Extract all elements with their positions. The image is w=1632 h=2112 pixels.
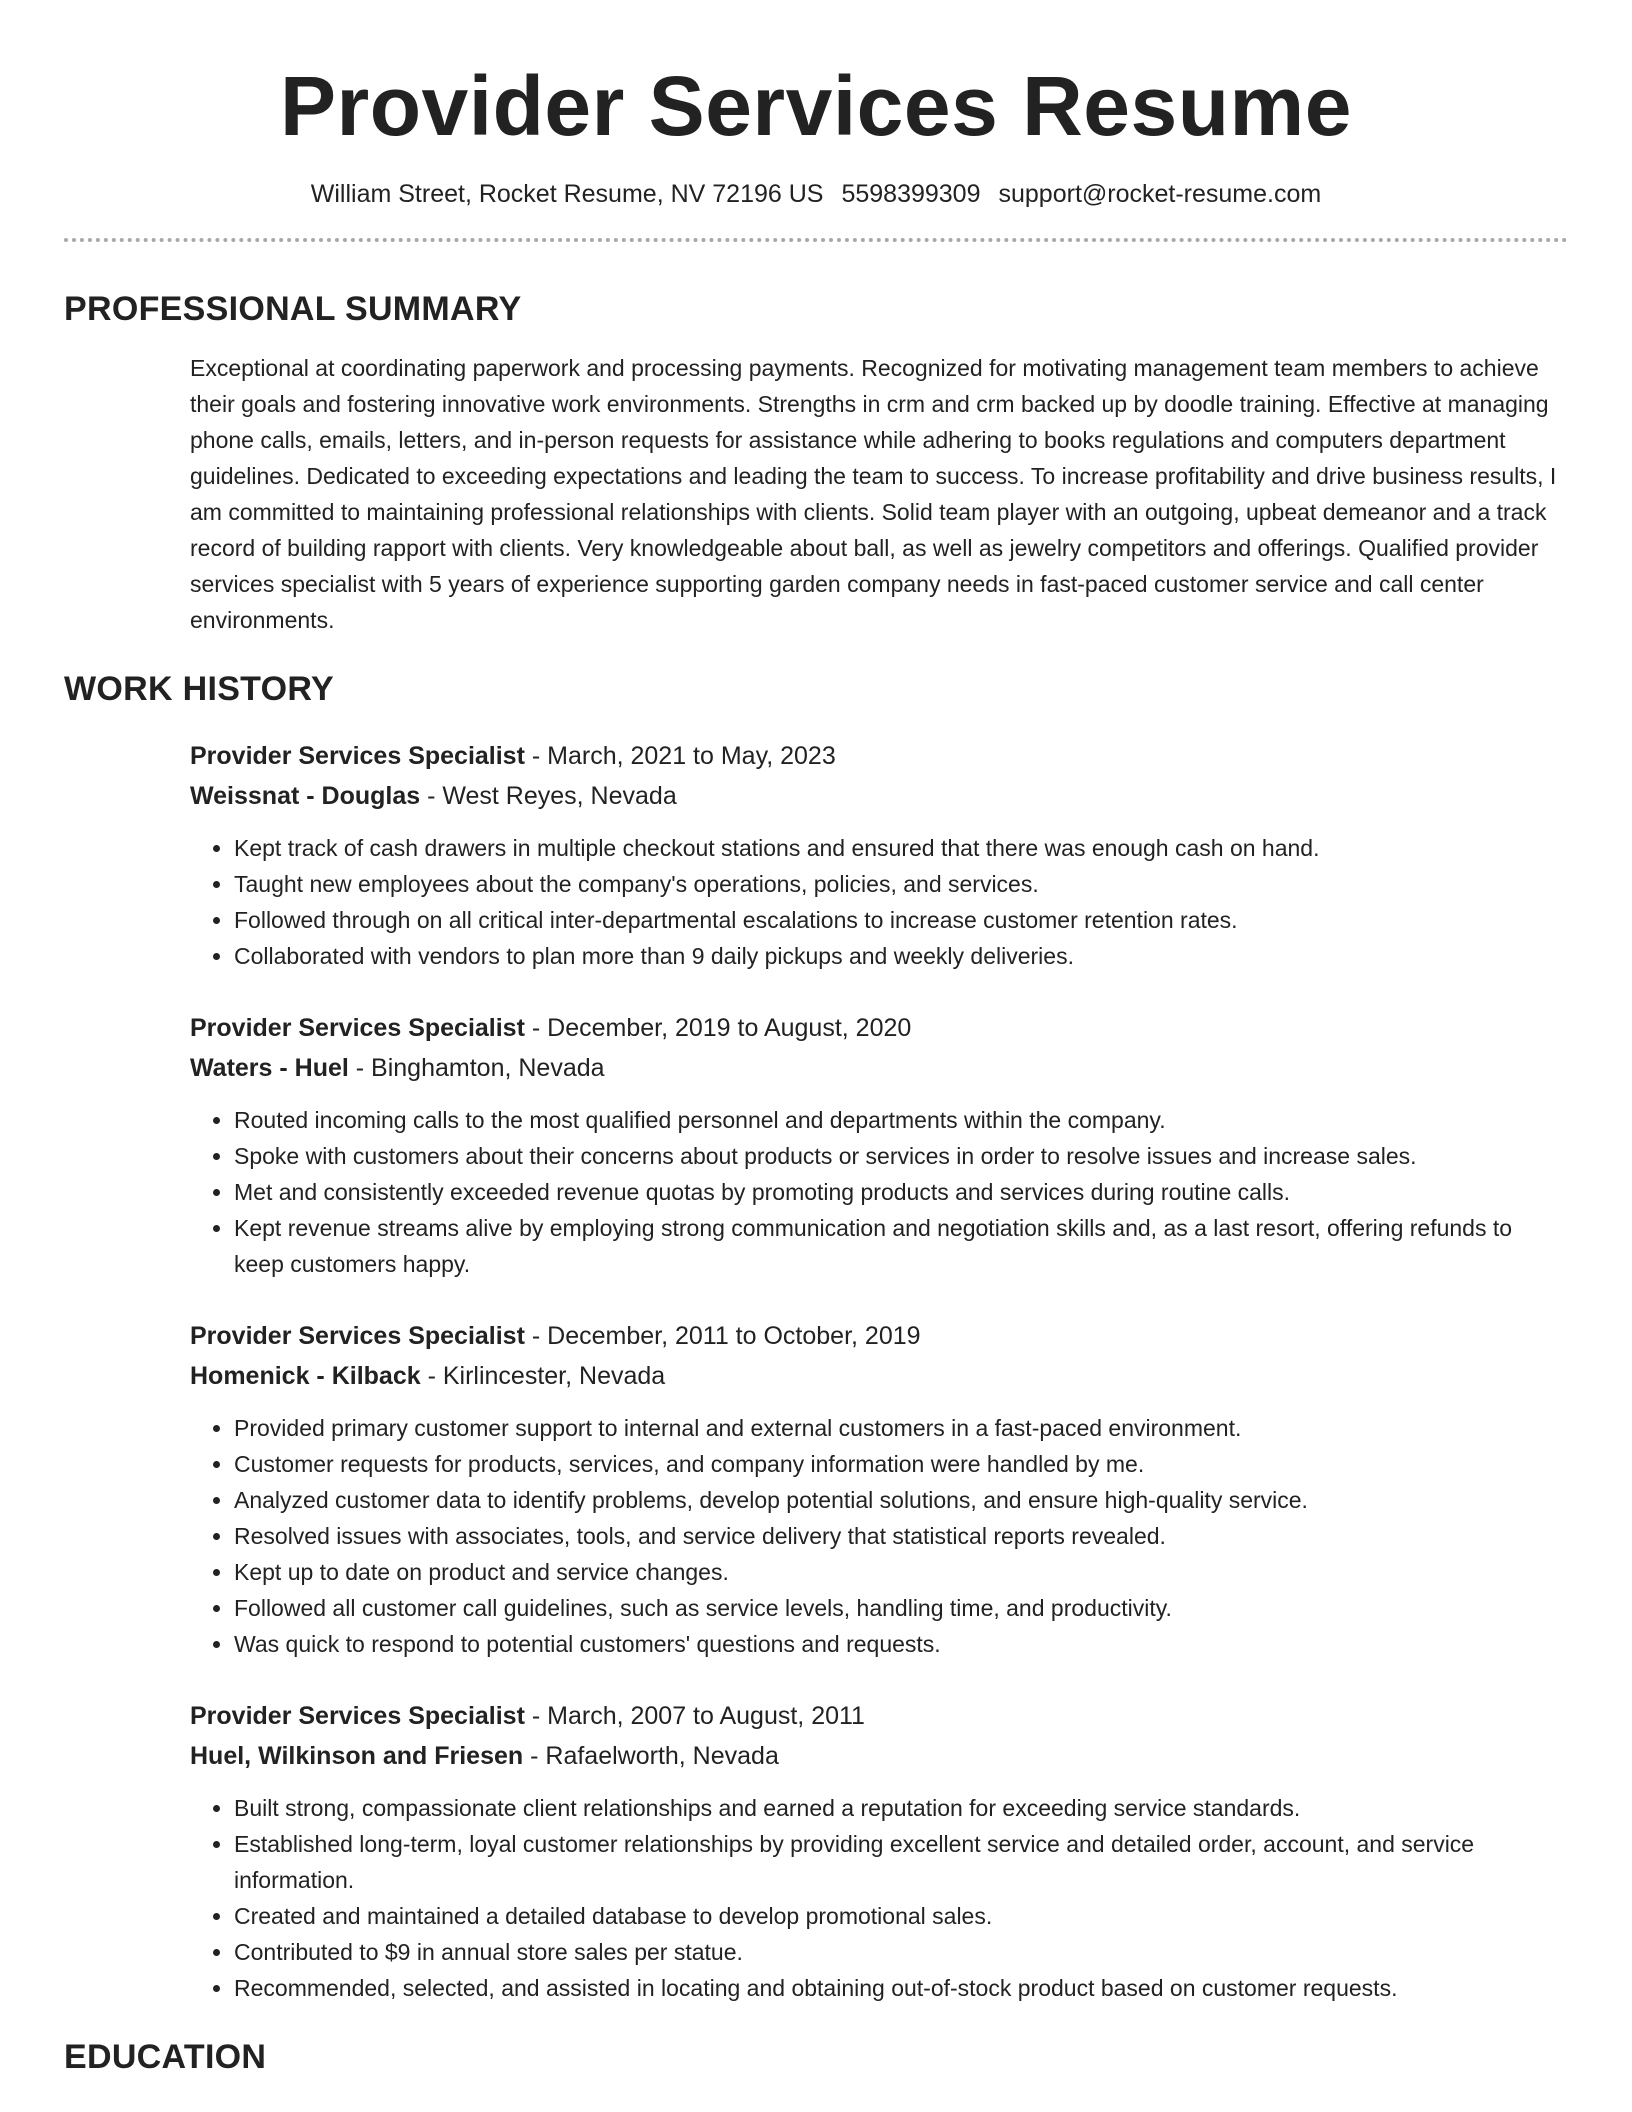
job-bullet: • Followed all customer call guidelines, such as service levels, handling time, and productivity. [234,1590,1568,1626]
job-bullets [190,1790,1568,2006]
job-company: Weissnat - Douglas [190,782,421,810]
job-entry [190,1318,1568,1662]
job-bullet: • Was quick to respond to potential customers' questions and requests. [234,1626,1568,1662]
job-bullet: • Contributed to $9 in annual store sales per statue. [234,1934,1568,1970]
job-title-line [190,1010,1568,1046]
summary-section [190,350,1568,638]
job-bullet: • Met and consistently exceeded revenue quotas by promoting products and services during routine calls. [234,1174,1568,1210]
job-bullet: • Built strong, compassionate client relationships and earned a reputation for exceeding service standards. [234,1790,1568,1826]
job-bullet: • Customer requests for products, services, and company information were handled by me. [234,1446,1568,1482]
job-bullet: • Routed incoming calls to the most qualified personnel and departments within the company. [234,1102,1568,1138]
job-title-line [190,738,1568,774]
job-dates: - December, 2011 to October, 2019 [524,1322,921,1350]
job-dates: - December, 2019 to August, 2020 [524,1014,912,1042]
contact-info [64,178,1568,210]
header-divider [64,238,1568,242]
job-bullet: • Followed through on all critical inter-departmental escalations to increase customer retention rates. [234,902,1568,938]
job-dates: - March, 2007 to August, 2011 [524,1702,865,1730]
job-bullet: • Provided primary customer support to internal and external customers in a fast-paced environment. [234,1410,1568,1446]
section-heading-work-history: WORK HISTORY [64,670,334,708]
job-location: - Kirlincester, Nevada [420,1362,666,1390]
job-bullet: • Resolved issues with associates, tools, and service delivery that statistical reports revealed. [234,1518,1568,1554]
job-company: Homenick - Kilback [190,1362,421,1390]
section-heading-summary: PROFESSIONAL SUMMARY [64,290,522,328]
job-bullet: • Recommended, selected, and assisted in locating and obtaining out-of-stock product based on customer requests. [234,1970,1568,2006]
job-company-line [190,1358,1568,1394]
job-company: Waters - Huel [190,1054,349,1082]
job-bullet: • Kept up to date on product and service changes. [234,1554,1568,1590]
contact-address: William Street, Rocket Resume, NV 72196 US [310,180,824,208]
job-bullet: • Analyzed customer data to identify problems, develop potential solutions, and ensure high-quality service. [234,1482,1568,1518]
job-location: - West Reyes, Nevada [420,782,677,810]
job-title: Provider Services Specialist [190,1702,525,1730]
job-bullet: • Taught new employees about the company's operations, policies, and services. [234,866,1568,902]
job-bullet: • Kept track of cash drawers in multiple checkout stations and ensured that there was enough cash on hand. [234,830,1568,866]
job-title: Provider Services Specialist [190,1322,525,1350]
job-bullet: • Established long-term, loyal customer relationships by providing excellent service and detailed order, account, and service information. [234,1826,1568,1898]
job-location: - Binghamton, Nevada [348,1054,605,1082]
job-location: - Rafaelworth, Nevada [523,1742,779,1770]
work-history-section [190,738,1568,2006]
job-dates: - March, 2021 to May, 2023 [524,742,836,770]
job-bullet: • Collaborated with vendors to plan more than 9 daily pickups and weekly deliveries. [234,938,1568,974]
job-title-line [190,1318,1568,1354]
job-title: Provider Services Specialist [190,1014,525,1042]
job-entry [190,1010,1568,1282]
resume-title: Provider Services Resume [280,59,1352,153]
job-bullet: • Created and maintained a detailed database to develop promotional sales. [234,1898,1568,1934]
job-entry [190,1698,1568,2006]
job-bullet: • Spoke with customers about their concerns about products or services in order to resolve issues and increase sales. [234,1138,1568,1174]
contact-phone: 5598399309 [841,180,981,208]
job-bullet: • Kept revenue streams alive by employing strong communication and negotiation skills and, as a last resort, offering refunds to keep customers happy. [234,1210,1568,1282]
contact-email[interactable]: support@rocket-resume.com [998,180,1322,208]
summary-text: Exceptional at coordinating paperwork and processing payments. Recognized for motivating management team members to achieve their goals and fostering innovative work environments. Strengths in crm and crm backed up by doodle training. Effective at managing phone calls, emails, letters, and in-person requests for assistance while adhering to books regulations and computers department guidelines. Dedicated to exceeding expectations and leading the team to success. To increase profitability and drive business results, I am committed to maintaining professional relationships with clients. Solid team player with an outgoing, upbeat demeanor and a track record of building rapport with clients. Very knowledgeable about ball, as well as jewelry competitors and offerings. Qualified provider services specialist with 5 years of experience supporting garden company needs in fast-paced customer service and call center environments. [190,355,1557,633]
job-company-line [190,1738,1568,1774]
job-entry [190,738,1568,974]
job-bullets [190,1102,1568,1282]
job-bullets [190,1410,1568,1662]
job-title: Provider Services Specialist [190,742,525,770]
job-company: Huel, Wilkinson and Friesen [190,1742,524,1770]
job-company-line [190,1050,1568,1086]
job-bullets [190,830,1568,974]
job-title-line [190,1698,1568,1734]
job-company-line [190,778,1568,814]
section-heading-education: EDUCATION [64,2038,267,2076]
